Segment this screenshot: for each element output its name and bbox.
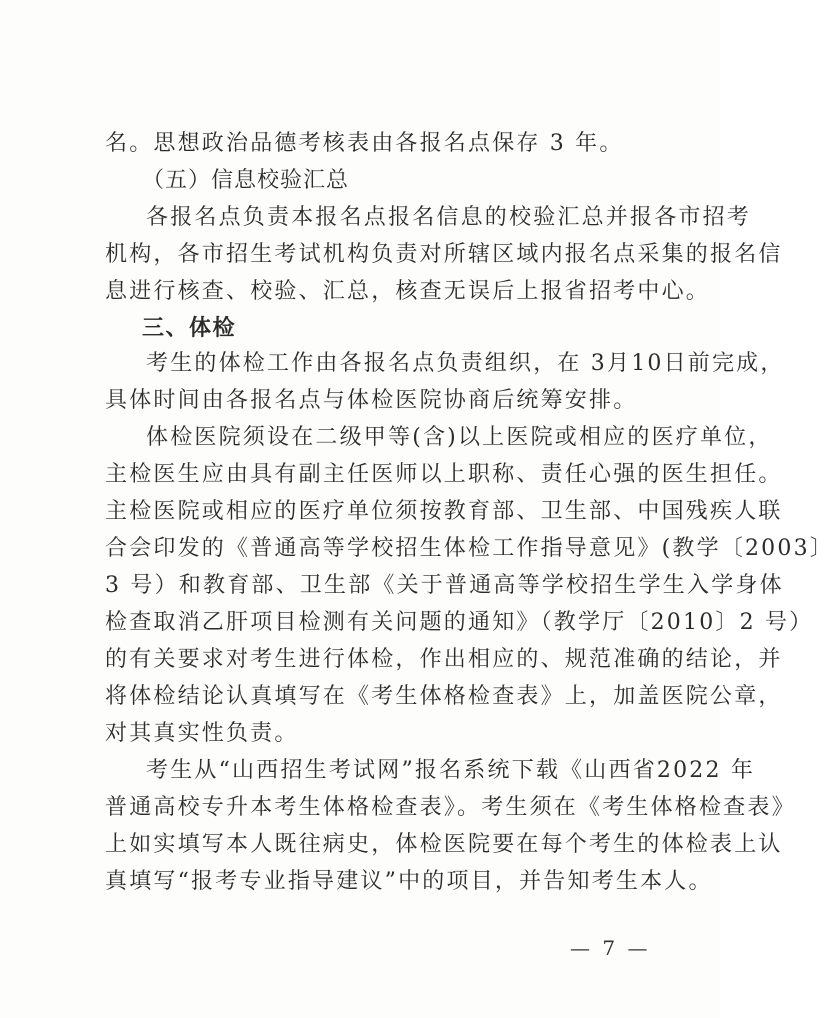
- text-line-10: 主检医生应由具有副主任医师以上职称、责任心强的医生担任。: [105, 462, 783, 487]
- text-line-15: 的有关要求对考生进行体检，作出相应的、规范准确的结论，并: [105, 647, 783, 672]
- text-line-13: 3 号）和教育部、卫生部《关于普通高等学校招生学生入学身体: [105, 573, 784, 598]
- text-line-11: 主检医院或相应的医疗单位须按教育部、卫生部、中国残疾人联: [105, 499, 783, 524]
- text-line-9: 体检医院须设在二级甲等(含)以上医院或相应的医疗单位，: [146, 425, 773, 450]
- text-line-17: 对其真实性负责。: [105, 721, 299, 746]
- text-line-20: 上如实填写本人既往病史，体检医院要在每个考生的体检表上认: [105, 832, 783, 857]
- text-line-12: 合会印发的《普通高等学校招生体检工作指导意见》(教学〔2003〕: [105, 536, 834, 561]
- page-number: — 7 —: [570, 936, 651, 960]
- section-heading-physical-exam: 三、体检: [142, 315, 237, 341]
- text-line-8: 具体时间由各报名点与体检医院协商后统筹安排。: [105, 388, 638, 413]
- text-line-7: 考生的体检工作由各报名点负责组织，在 3月10日前完成，: [146, 351, 785, 376]
- text-line-14: 检查取消乙肝项目检测有关问题的通知》（教学厅〔2010〕2 号）: [105, 610, 814, 635]
- text-line-5: 息进行核查、校验、汇总，核查无误后上报省招考中心。: [105, 279, 711, 304]
- text-line-3: 各报名点负责本报名点报名信息的校验汇总并报各市招考: [146, 205, 752, 230]
- text-line-19: 普通高校专升本考生体格检查表》。考生须在《考生体格检查表》: [105, 795, 796, 820]
- text-line-16: 将体检结论认真填写在《考生体格检查表》上，加盖医院公章，: [105, 684, 783, 709]
- text-line-1: 名。思想政治品德考核表由各报名点保存 3 年。: [105, 131, 624, 156]
- text-line-18: 考生从“山西招生考试网”报名系统下载《山西省2022 年: [146, 758, 756, 783]
- text-line-21: 真填写“报考专业指导建议”中的项目，并告知考生本人。: [105, 869, 713, 894]
- section-heading-info-verification: （五）信息校验汇总: [142, 168, 350, 193]
- text-line-4: 机构，各市招生考试机构负责对所辖区域内报名点采集的报名信: [105, 242, 783, 267]
